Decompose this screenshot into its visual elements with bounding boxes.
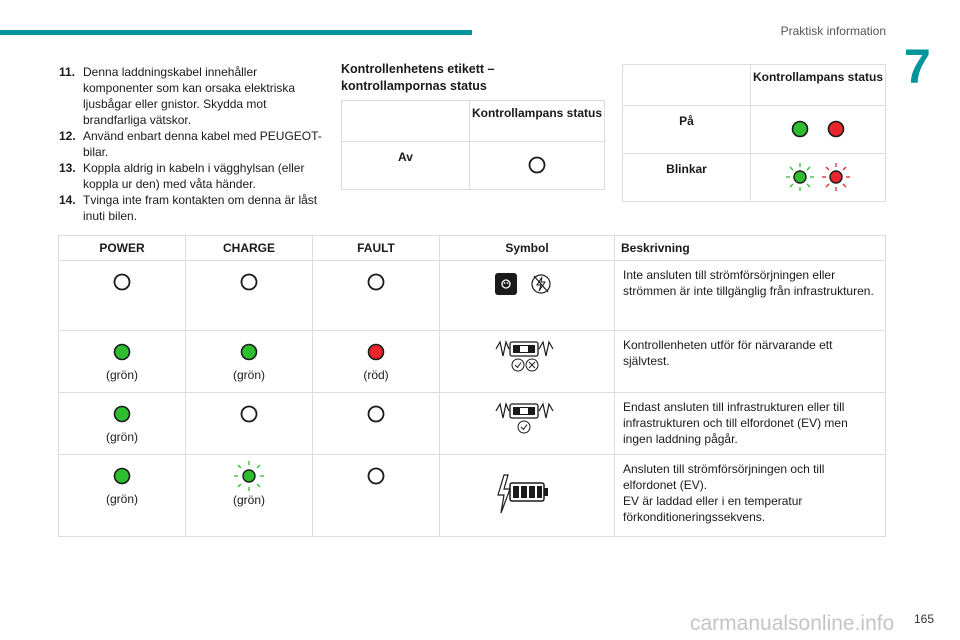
cable-connected-symbol-icon (492, 399, 562, 435)
led-color-label: (grön) (232, 493, 265, 507)
status-label-off: Av (342, 142, 470, 190)
row-description: Inte ansluten till strömförsörjningen eller strömmen är inte tillgänglig från infrastrukturen. (615, 261, 886, 331)
led-green-blink-icon (232, 459, 266, 493)
led-pair-on-icon (752, 107, 884, 151)
status-label-blink: Blinkar (623, 154, 751, 202)
list-number: 11. (59, 65, 76, 79)
row-description: Ansluten till strömförsörjningen och till elfordonet (EV). EV är laddad eller i en temperatur förkonditioneringssekvens. (615, 455, 886, 537)
list-item (59, 128, 327, 160)
header-title: Praktisk information (780, 24, 886, 38)
list-text: Denna laddningskabel innehåller komponenter som kan orsaka elektriska ljusbågar eller gnistor. Skydda mot brandfarliga vätskor. (83, 65, 296, 127)
led-color-label: (grön) (105, 492, 138, 506)
led-green-icon (793, 122, 808, 137)
row-description: Endast ansluten till infrastrukturen eller till infrastrukturen och till elfordonet (EV) men ingen laddning pågår. (615, 393, 886, 455)
led-off-icon (366, 404, 386, 424)
col-description: Beskrivning (615, 236, 886, 261)
cable-selftest-symbol-icon (492, 337, 562, 373)
led-off-icon (366, 466, 386, 486)
table-header-row (59, 236, 886, 261)
led-color-label: (röd) (363, 368, 389, 382)
led-green-icon (239, 342, 259, 362)
col-fault: FAULT (313, 236, 440, 261)
led-color-label: (grön) (105, 430, 138, 444)
list-number: 14. (59, 193, 76, 207)
numbered-list (59, 64, 327, 224)
list-item (59, 64, 327, 128)
status-header: Kontrollampans status (751, 65, 886, 106)
list-text: Koppla aldrig in kabeln i vägghylsan (eller koppla ur den) med våta händer. (83, 161, 305, 191)
section-title: Kontrollenhetens etikett – kontrollampornas status (341, 62, 495, 93)
table-row (59, 261, 886, 331)
list-number: 13. (59, 161, 76, 175)
led-off-icon (366, 272, 386, 292)
list-number: 12. (59, 129, 76, 143)
led-green-icon (112, 342, 132, 362)
led-off-icon (239, 272, 259, 292)
watermark: carmanualsonline.info (690, 612, 895, 635)
list-text: Använd enbart denna kabel med PEUGEOT-bilar. (83, 129, 322, 159)
led-off-icon (239, 404, 259, 424)
list-text: Tvinga inte fram kontakten om denna är låst inuti bilen. (83, 193, 318, 223)
led-status-table (58, 235, 886, 537)
status-header: Kontrollampans status (470, 101, 605, 142)
chapter-number: 7 (904, 41, 931, 94)
table-row (59, 455, 886, 537)
col-symbol: Symbol (440, 236, 615, 261)
table-row (59, 393, 886, 455)
led-color-label: (grön) (232, 368, 265, 382)
header-accent-bar (0, 30, 472, 35)
list-item (59, 192, 327, 224)
status-table-off (341, 100, 605, 190)
led-green-icon (112, 466, 132, 486)
page-number: 165 (913, 612, 934, 626)
status-label-on: På (623, 106, 751, 154)
col-power: POWER (59, 236, 186, 261)
led-color-label: (grön) (105, 368, 138, 382)
led-red-icon (366, 342, 386, 362)
list-item (59, 160, 327, 192)
led-off-icon (471, 143, 603, 183)
battery-charged-symbol-icon (492, 471, 562, 517)
col-charge: CHARGE (186, 236, 313, 261)
status-table-on (622, 64, 886, 202)
led-pair-blink-icon (752, 155, 884, 199)
table-row (59, 331, 886, 393)
no-power-symbol-icon (487, 271, 567, 299)
led-red-icon (829, 122, 844, 137)
led-off-icon (112, 272, 132, 292)
row-description: Kontrollenheten utför för närvarande ett självtest. (615, 331, 886, 393)
led-green-icon (112, 404, 132, 424)
